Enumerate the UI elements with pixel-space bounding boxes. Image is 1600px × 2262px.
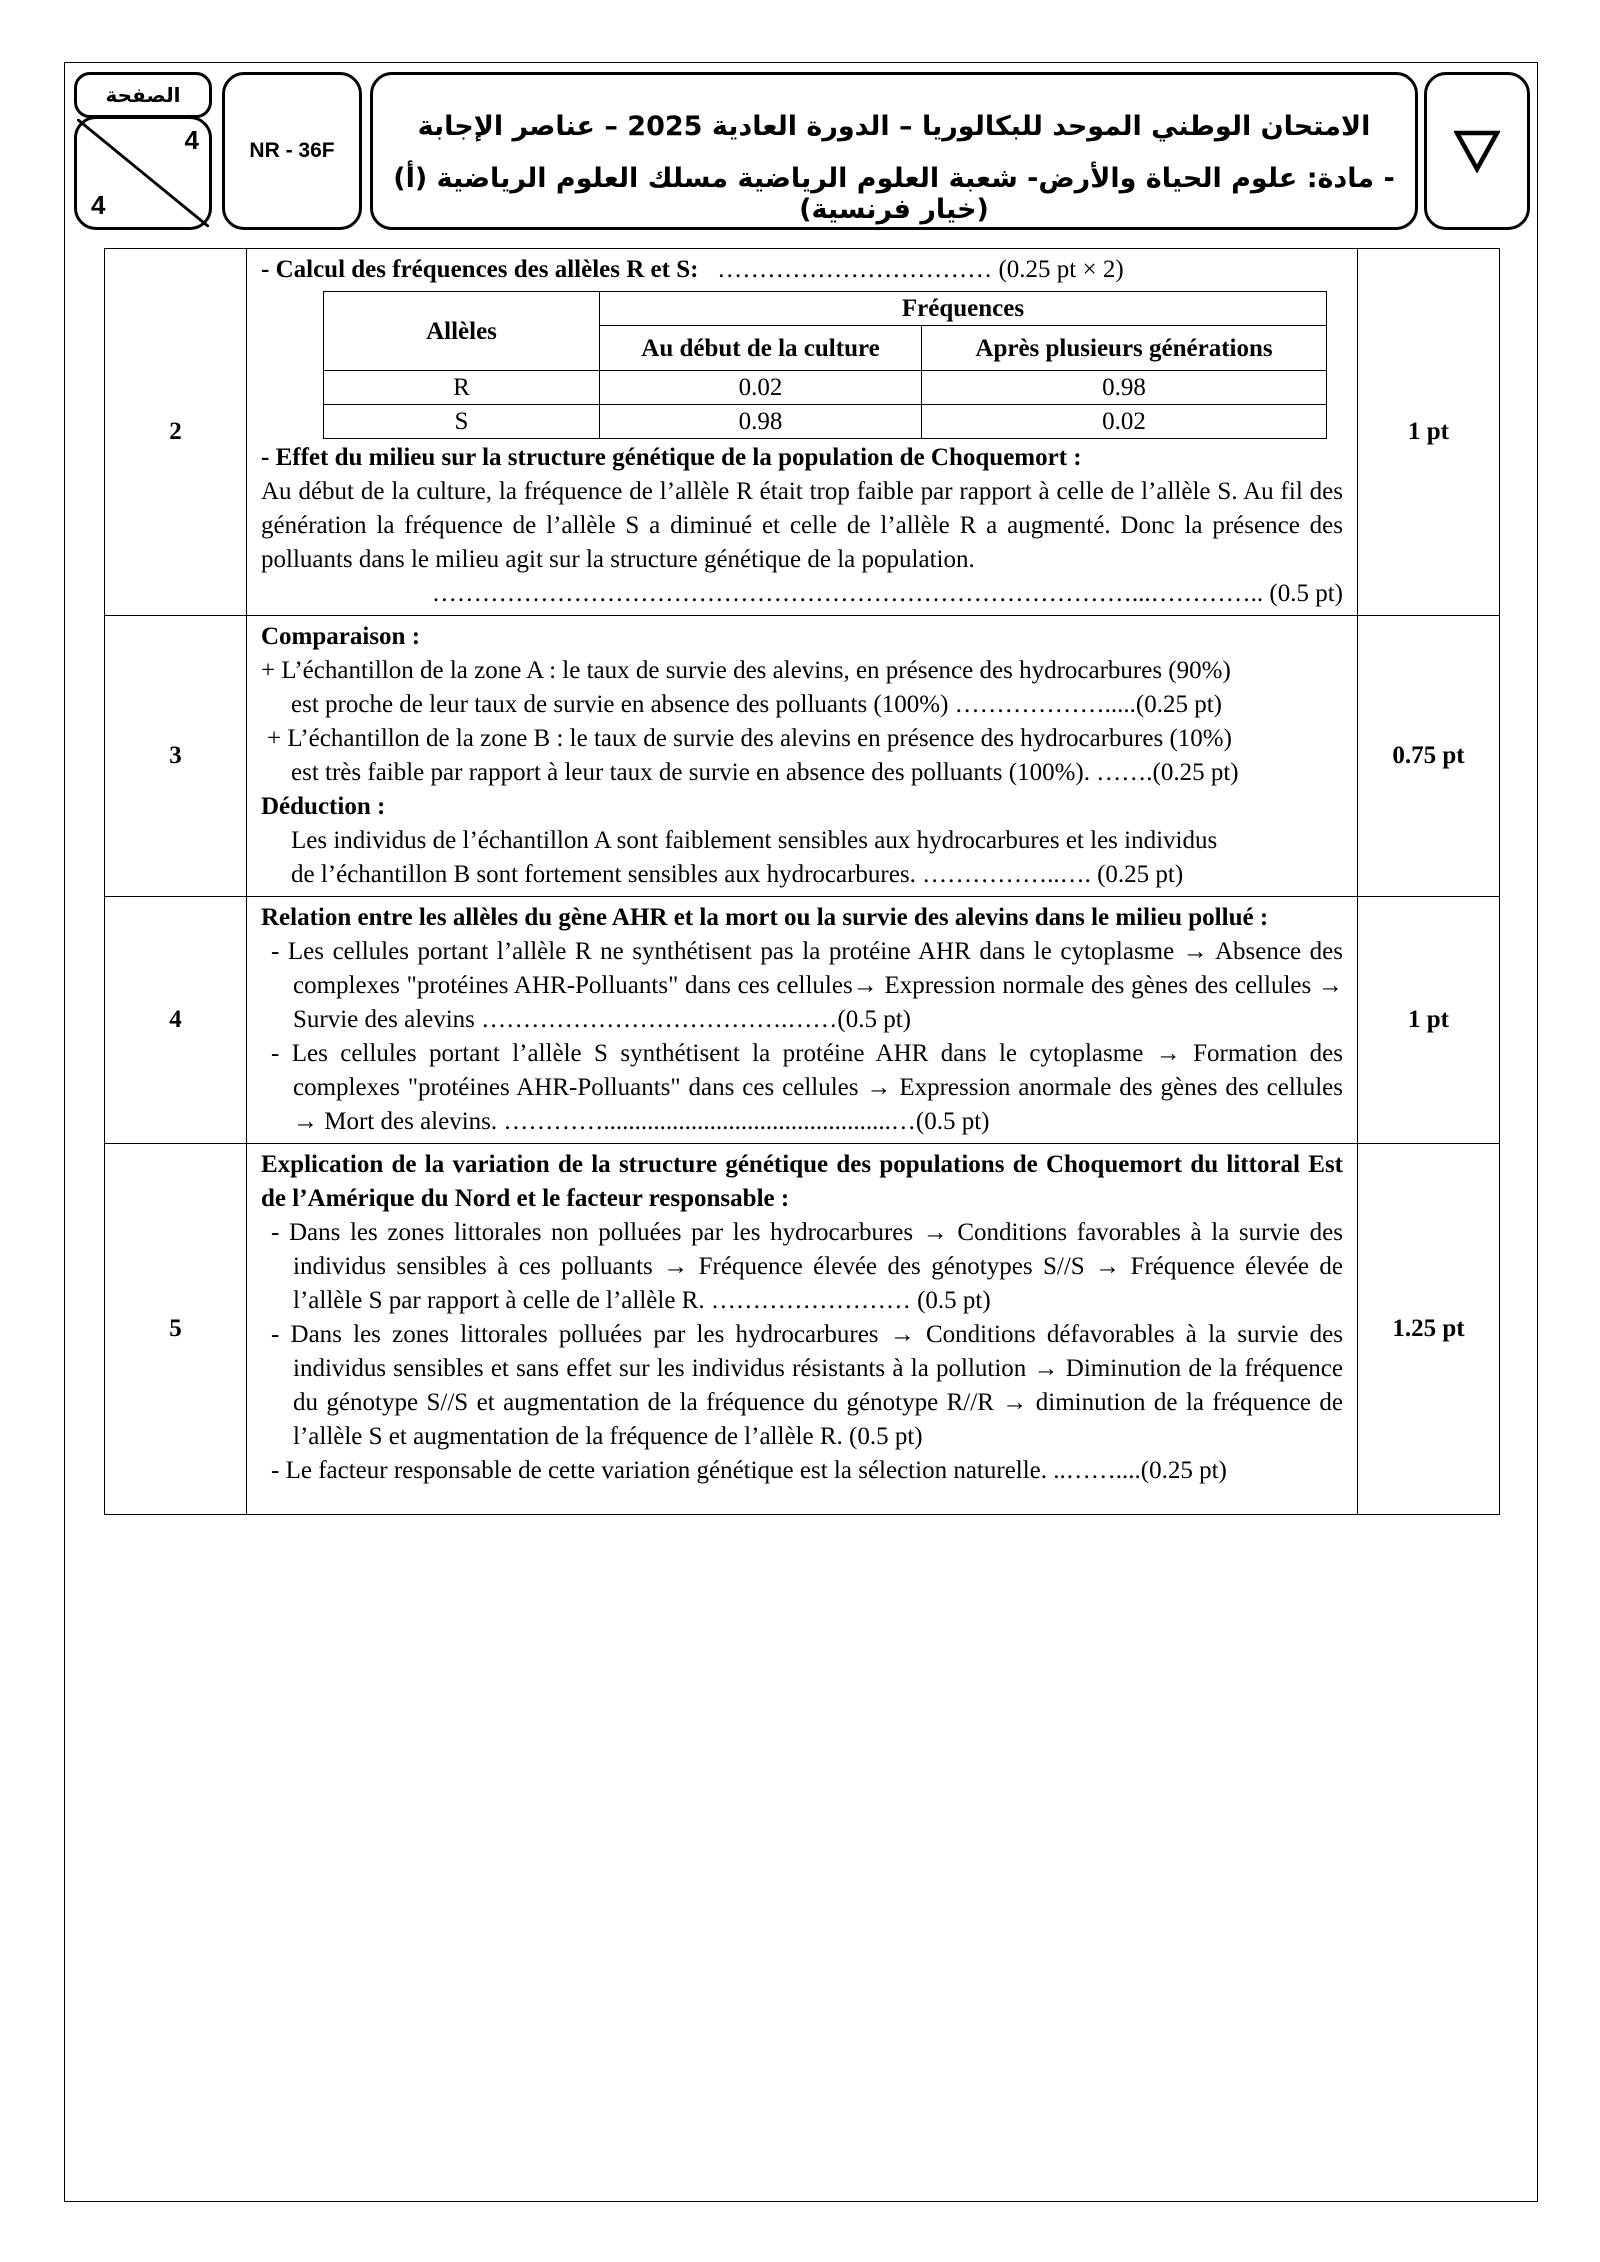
- explanation-item-polluted: - Dans les zones littorales polluées par les hydrocarbures → Conditions défavorables à la survie des individus sensibles et sans effet sur les individus résistants à la pollution → Diminution de la fréquence du génotype S//S et augmentation de la fréquence du génotype R//R → diminution de la fréquence de l’allèle S et augmentation de la fréquence de l’allèle R. (0.5 pt): [271, 1321, 1343, 1450]
- answer-content: [247, 249, 1358, 616]
- table-row: [105, 616, 1500, 897]
- points: 0.75 pt: [1358, 616, 1500, 897]
- exam-code: NR - 36F: [222, 72, 362, 230]
- explanation-item-unpolluted: - Dans les zones littorales non polluées par les hydrocarbures → Conditions favorables à la survie des individus sensibles à ces polluants → Fréquence élevée des génotypes S//S → Fréquence élevée de l’allèle S par rapport à celle de l’allèle R. …………………… (0.5 pt): [271, 1219, 1343, 1314]
- question-number: 2: [105, 249, 247, 616]
- points: 1 pt: [1358, 897, 1500, 1144]
- page-current: 4: [184, 125, 199, 155]
- header-start: Au début de la culture: [600, 326, 922, 371]
- start-cell: 0.98: [600, 405, 922, 439]
- exam-subject: - مادة: علوم الحياة والأرض- شعبة العلوم الرياضية مسلك العلوم الرياضية (أ) (خيار فرنسية): [393, 163, 1395, 225]
- calc-score: …………………………… (0.25 pt × 2): [717, 256, 1124, 283]
- allele-cell: R: [324, 371, 600, 405]
- table-row: [105, 249, 1500, 616]
- answer-content: [247, 897, 1358, 1144]
- table-row: [105, 1144, 1500, 1515]
- page-number-box: [74, 116, 212, 230]
- comparison-a-line1: + L’échantillon de la zone A : le taux de survie des alevins, en présence des hydrocarbures (90%): [261, 657, 1231, 684]
- question-number: 3: [105, 616, 247, 897]
- effect-score: …………………………………………………………………………...………….. (0.5 pt): [431, 580, 1343, 607]
- page-label: [74, 72, 212, 118]
- comparison-b-line2: est très faible par rapport à leur taux de survie en absence des polluants (100%). …….(0.25 pt): [291, 759, 1239, 786]
- page-total: 4: [91, 190, 106, 220]
- calc-title: - Calcul des fréquences des allèles R et S:: [261, 256, 699, 283]
- allele-cell: S: [324, 405, 600, 439]
- exam-title: الامتحان الوطني الموحد للبكالوريا – الدورة العادية 2025 – عناصر الإجابة: [417, 111, 1371, 142]
- points: 1.25 pt: [1358, 1144, 1500, 1515]
- table-row: [324, 405, 1327, 439]
- answer-content: [247, 1144, 1358, 1515]
- deduction-line1: Les individus de l’échantillon A sont faiblement sensibles aux hydrocarbures et les individus: [291, 827, 1218, 854]
- table-row: [105, 897, 1500, 1144]
- page-label-text: الصفحة: [105, 83, 181, 107]
- effect-title: - Effet du milieu sur la structure génétique de la population de Choquemort :: [261, 444, 1082, 471]
- after-cell: 0.02: [922, 405, 1327, 439]
- relation-title: Relation entre les allèles du gène AHR et la mort ou la survie des alevins dans le milieu pollué :: [261, 904, 1269, 931]
- comparison-a-line2: est proche de leur taux de survie en absence des polluants (100%) ……………….....(0.25 pt): [291, 691, 1223, 718]
- answer-content: [247, 616, 1358, 897]
- after-cell: 0.98: [922, 371, 1327, 405]
- deduction-title: Déduction :: [261, 793, 386, 820]
- header-alleles: Allèles: [324, 292, 600, 371]
- relation-item-s: - Les cellules portant l’allèle S synthétisent la protéine AHR dans le cytoplasme → Formation des complexes "protéines AHR-Polluants" dans ces cellules → Expression anormale des gènes des cellules → Mort des alevins. …………..............................................…(0.5 pt): [271, 1040, 1343, 1135]
- effect-text: Au début de la culture, la fréquence de l’allèle R était trop faible par rapport à celle de l’allèle S. Au fil des génération la fréquence de l’allèle S a diminué et celle de l’allèle R a augmenté. Donc la présence des polluants dans le milieu agit sur la structure génétique de la population.: [261, 478, 1343, 573]
- exam-title-box: [370, 72, 1418, 230]
- start-cell: 0.02: [600, 371, 922, 405]
- comparison-b-line1: + L’échantillon de la zone B : le taux de survie des alevins en présence des hydrocarbures (10%): [267, 725, 1232, 752]
- header-frequences: Fréquences: [600, 292, 1327, 326]
- points: 1 pt: [1358, 249, 1500, 616]
- header-after: Après plusieurs générations: [922, 326, 1327, 371]
- logo-box: [1424, 72, 1530, 230]
- deduction-line2: de l’échantillon B sont fortement sensibles aux hydrocarbures. ……………..…. (0.25 pt): [291, 861, 1184, 888]
- explanation-title: Explication de la variation de la structure génétique des populations de Choquemort du littoral Est de l’Amérique du Nord et le facteur responsable :: [261, 1151, 1343, 1212]
- relation-item-r: - Les cellules portant l’allèle R ne synthétisent pas la protéine AHR dans le cytoplasme → Absence des complexes "protéines AHR-Polluants" dans ces cellules→ Expression normale des gènes des cellules → Survie des alevins ……………………………….……(0.5 pt): [271, 938, 1343, 1033]
- question-number: 5: [105, 1144, 247, 1515]
- answer-table: [104, 248, 1500, 1515]
- frequency-table: [323, 291, 1327, 439]
- question-number: 4: [105, 897, 247, 1144]
- triangle-down-icon: [1454, 129, 1500, 173]
- comparison-title: Comparaison :: [261, 623, 421, 650]
- explanation-item-factor: - Le facteur responsable de cette variation génétique est la sélection naturelle. ..……....(0.25 pt): [271, 1457, 1227, 1484]
- table-row: [324, 371, 1327, 405]
